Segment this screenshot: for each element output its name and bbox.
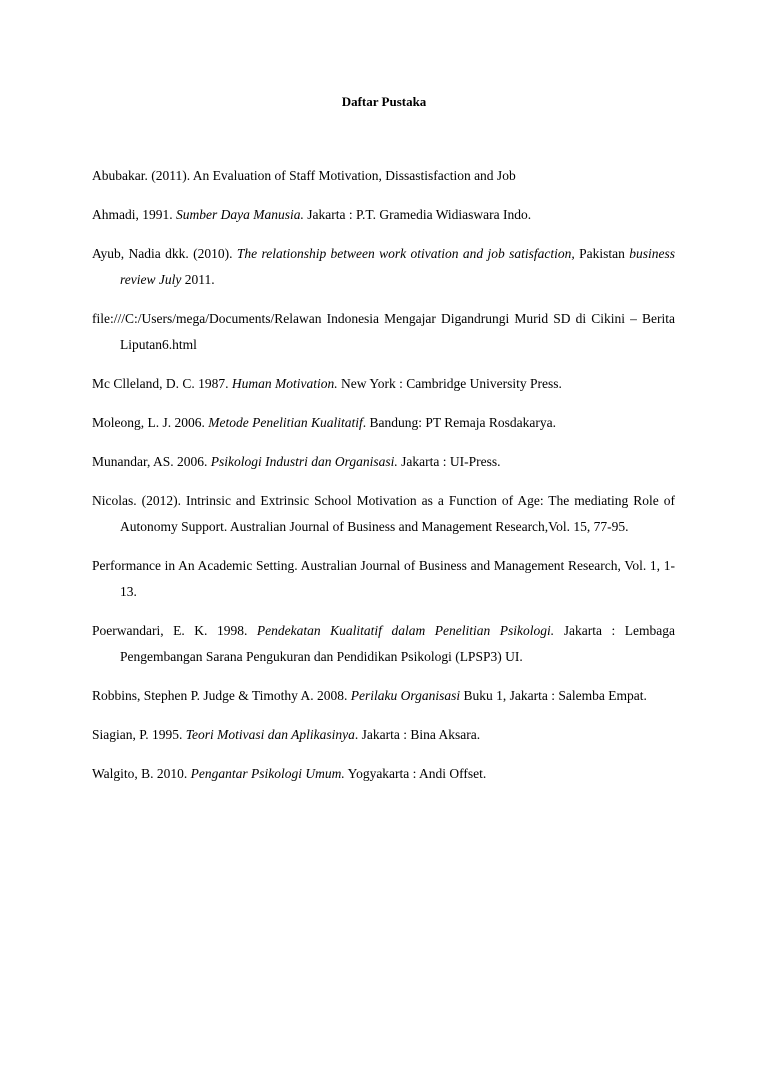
reference-entry [92,306,675,358]
reference-text: Jakarta : P.T. Gramedia Widiaswara Indo. [303,207,532,222]
reference-text: Jakarta : Lembaga Pengembangan Sarana Pengukuran dan Pendidikan Psikologi (LPSP3) UI. [120,623,675,664]
reference-text: 2011. [181,272,215,287]
reference-entry [92,241,675,293]
reference-text: Siagian, P. 1995. [92,727,186,742]
reference-text: Poerwandari, E. K. 1998. [92,623,257,638]
reference-entry [92,722,675,748]
reference-entry [92,683,675,709]
reference-text: Ayub, Nadia dkk. (2010). [92,246,237,261]
reference-entry [92,488,675,540]
reference-title-text: Perilaku Organisasi [350,688,461,703]
reference-title-text: Sumber Daya Manusia. [176,207,304,222]
reference-text: Abubakar. (2011). An Evaluation of Staff Motivation, Dissastisfaction and Job [92,168,516,183]
reference-title-text: business review July [120,246,675,287]
reference-entry [92,449,675,475]
reference-list [92,163,675,800]
reference-entry [92,410,675,436]
reference-entry [92,761,675,787]
reference-text: Mc Clleland, D. C. 1987. [92,376,232,391]
reference-text: Yogyakarta : Andi Offset. [344,766,487,781]
reference-text: Walgito, B. 2010. [92,766,191,781]
reference-title-text: Metode Penelitian Kualitatif [208,415,363,430]
reference-text: file:///C:/Users/mega/Documents/Relawan Indonesia Mengajar Digandrungi Murid SD di Cikini – Berita Liputan6.html [92,311,675,352]
reference-title-text: Pendekatan Kualitatif dalam Penelitian Psikologi. [256,623,555,638]
reference-entry [92,618,675,670]
reference-title-text: Psikologi Industri dan Organisasi. [210,454,398,469]
reference-text: Moleong, L. J. 2006. [92,415,209,430]
reference-text: . Jakarta : Bina Aksara. [354,727,481,742]
reference-text: Ahmadi, 1991. [92,207,176,222]
reference-entry [92,553,675,605]
reference-text: Pakistan [574,246,630,261]
reference-title-text: Pengantar Psikologi Umum. [190,766,345,781]
reference-text: New York : Cambridge University Press. [337,376,562,391]
reference-text: Munandar, AS. 2006. [92,454,211,469]
reference-text: Jakarta : UI-Press. [397,454,501,469]
reference-title-text: Teori Motivasi dan Aplikasinya [185,727,355,742]
reference-entry [92,371,675,397]
reference-text: Robbins, Stephen P. Judge & Timothy A. 2008. [92,688,351,703]
reference-entry [92,163,675,189]
reference-text: Nicolas. (2012). Intrinsic and Extrinsic School Motivation as a Function of Age: The mediating Role of Autonomy Support. Australian Journal of Business and Management Research,Vol. 15, 77-95. [92,493,675,534]
reference-text: . Bandung: PT Remaja Rosdakarya. [362,415,556,430]
reference-title-text: The relationship between work otivation and job satisfaction, [236,246,575,261]
reference-text: Buku 1, Jakarta : Salemba Empat. [460,688,647,703]
reference-entry [92,202,675,228]
reference-title-text: Human Motivation. [231,376,338,391]
page-title: Daftar Pustaka [341,94,427,109]
reference-text: Performance in An Academic Setting. Australian Journal of Business and Management Research, Vol. 1, 1-13. [92,558,675,599]
